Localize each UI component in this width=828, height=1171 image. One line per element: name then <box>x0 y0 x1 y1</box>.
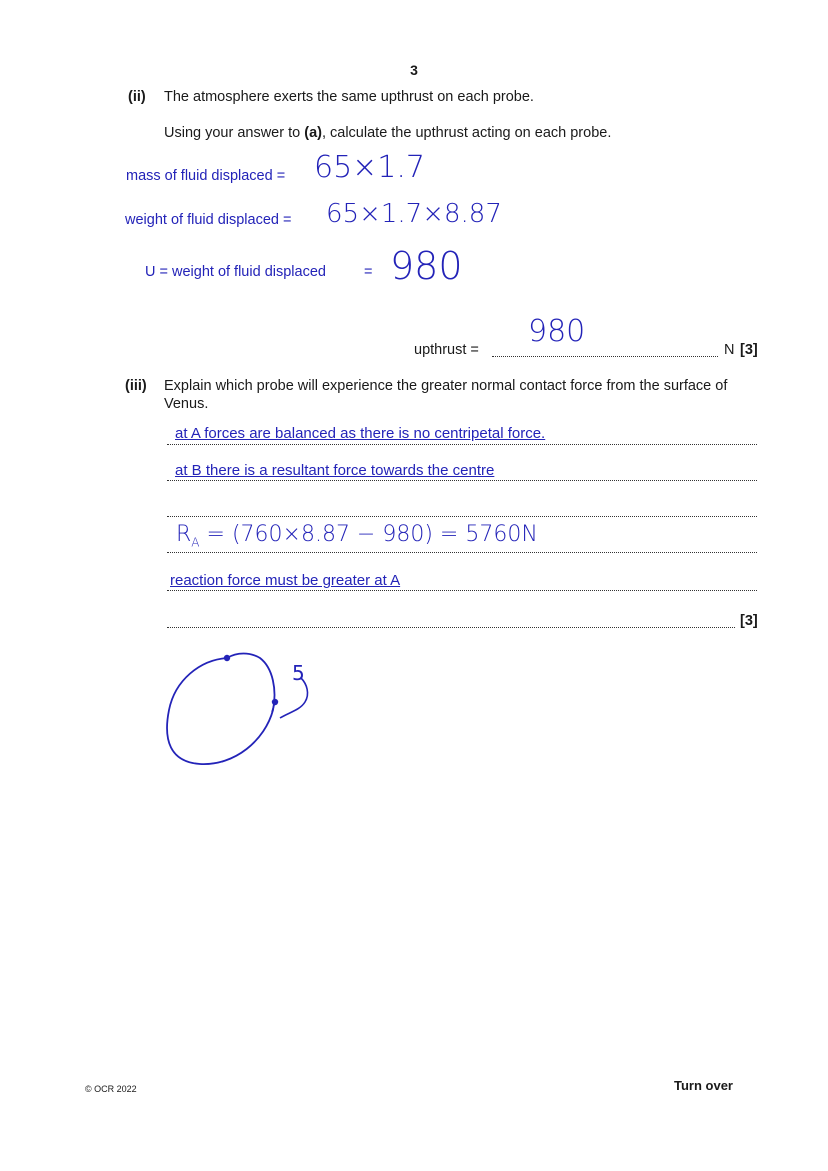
answer-line-4 <box>167 552 757 553</box>
part-ii-statement: The atmosphere exerts the same upthrust on each probe. <box>164 89 534 105</box>
copyright-notice: © OCR 2022 <box>85 1084 137 1094</box>
reaction-subscript: A <box>191 535 200 550</box>
upthrust-unit: N <box>724 342 735 358</box>
answer-text-5: reaction force must be greater at A <box>170 572 401 589</box>
upthrust-answer-label: upthrust = <box>414 342 479 358</box>
point-a-dot <box>224 655 230 661</box>
reaction-force-calculation <box>176 522 538 549</box>
upthrust-answer-handwritten: 980 <box>528 314 586 349</box>
part-iii-marks: [3] <box>740 613 758 629</box>
part-iii-label: (iii) <box>125 378 147 394</box>
upthrust-answer-line <box>492 356 718 357</box>
page-number: 3 <box>410 62 418 78</box>
answer-line-6 <box>167 627 735 628</box>
orbit-sketch-loop <box>167 654 274 765</box>
part-iii-prompt-line1: Explain which probe will experience the greater normal contact force from the surface of <box>164 378 728 394</box>
upthrust-handwritten-result: 980 <box>390 244 463 288</box>
instruction-text-end: , calculate the upthrust acting on each probe. <box>321 125 612 141</box>
answer-text-1: at A forces are balanced as there is no centripetal force. <box>175 425 546 442</box>
mass-label: mass of fluid displaced = <box>126 168 286 184</box>
answer-line-5 <box>167 590 757 591</box>
reaction-symbol: R <box>176 522 192 547</box>
hand-drawn-sketch <box>155 640 330 775</box>
answer-text-2: at B there is a resultant force towards the centre <box>175 462 495 479</box>
part-ii-instruction <box>164 125 611 141</box>
part-ii-label: (ii) <box>128 89 146 105</box>
equals-sign: = <box>364 264 373 280</box>
turn-over-label: Turn over <box>674 1078 733 1093</box>
mass-handwritten: 65×1.7 <box>314 150 426 185</box>
part-ii-marks: [3] <box>740 342 758 358</box>
answer-line-1 <box>167 444 757 445</box>
answer-line-2 <box>167 480 757 481</box>
sketch-annotation: 5 <box>292 661 305 685</box>
weight-label: weight of fluid displaced = <box>125 212 292 228</box>
upthrust-formula-label: U = weight of fluid displaced <box>145 264 326 280</box>
instruction-ref: (a) <box>304 125 322 141</box>
answer-line-3 <box>167 516 757 517</box>
part-iii-prompt-line2: Venus. <box>164 396 209 412</box>
weight-handwritten: 65×1.7×8.87 <box>326 199 502 229</box>
reaction-expression: = (760×8.87 − 980) = 5760N <box>206 522 538 547</box>
instruction-text-start: Using your answer to <box>164 125 305 141</box>
